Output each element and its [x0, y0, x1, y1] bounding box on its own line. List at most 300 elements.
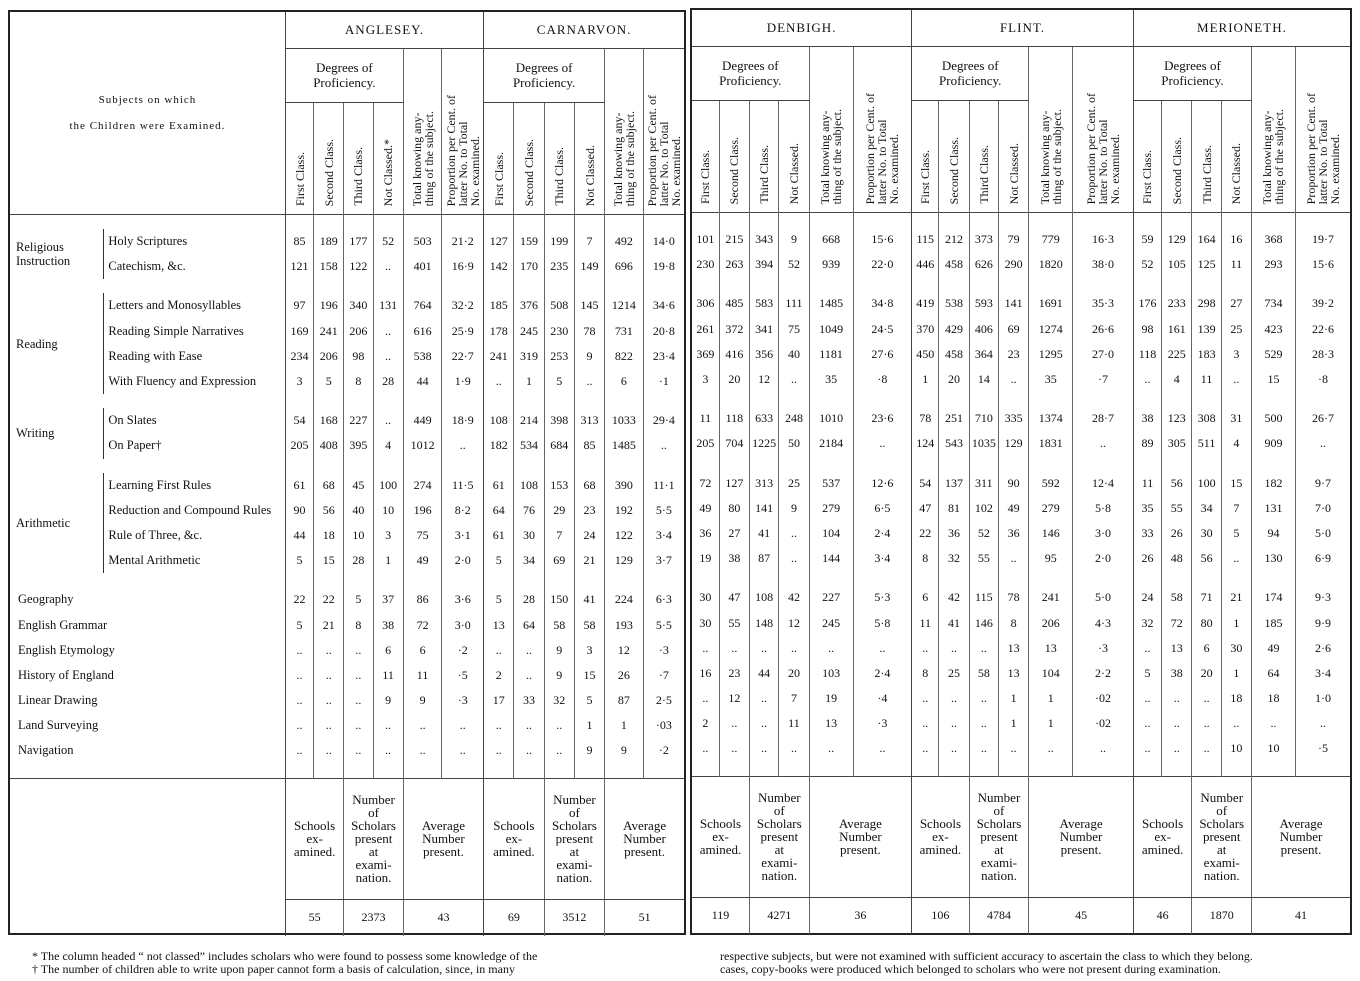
data-cell: 68	[314, 473, 344, 498]
data-cell: ·2	[442, 638, 484, 663]
data-cell: 71	[1192, 585, 1221, 610]
data-cell: 14	[969, 367, 998, 392]
data-cell: 6	[403, 638, 442, 663]
data-cell: 485	[719, 291, 749, 316]
data-cell: 449	[403, 408, 442, 433]
data-cell: 44	[285, 523, 313, 548]
data-cell: 241	[314, 319, 344, 344]
data-cell: ..	[344, 663, 373, 688]
data-cell: ..	[373, 319, 403, 344]
data-cell: 227	[344, 408, 373, 433]
data-cell: 34·8	[853, 291, 912, 316]
data-cell: 8	[912, 661, 939, 686]
data-cell: 1	[912, 367, 939, 392]
schools-examined-value: 46	[1133, 897, 1192, 934]
data-cell: 205	[696, 436, 715, 451]
data-cell: 10	[1221, 736, 1251, 761]
data-cell: 6	[373, 638, 403, 663]
average-present-value: 41	[1252, 897, 1350, 934]
proportion-header-cell	[853, 47, 912, 213]
data-cell: 49	[699, 500, 712, 515]
average-present-value: 45	[1029, 897, 1134, 934]
data-cell: 139	[1192, 317, 1221, 342]
degrees-proficiency-header: Degrees of Proficiency.	[484, 49, 605, 103]
data-cell: ·3	[1073, 636, 1134, 661]
data-cell: 48	[1162, 546, 1192, 571]
data-cell: 212	[939, 227, 969, 252]
not-classed-header: Not Classed.	[786, 142, 801, 204]
data-cell: 3	[285, 369, 313, 394]
data-cell: ..	[719, 736, 749, 761]
data-cell: 40	[779, 342, 809, 367]
schools-examined-header: Schools ex- amined.	[1133, 776, 1192, 897]
data-cell: 9	[605, 738, 644, 763]
data-cell: 32	[1133, 610, 1161, 635]
data-cell: 39·2	[1295, 291, 1350, 316]
data-cell: ·5	[442, 663, 484, 688]
data-cell: 52	[969, 521, 998, 546]
data-cell: 38	[1133, 406, 1161, 431]
data-cell: ..	[1295, 431, 1350, 456]
second-class-header-cell	[719, 100, 749, 212]
third-class-header: Third Class.	[351, 147, 366, 206]
second-class-header-cell	[514, 102, 544, 214]
data-cell: ·8	[1295, 367, 1350, 392]
total-header-cell	[1252, 47, 1296, 213]
data-cell: 2·0	[442, 548, 484, 573]
data-cell: 80	[1192, 610, 1221, 635]
data-cell: 44	[750, 661, 779, 686]
data-cell: 41	[750, 521, 779, 546]
subject-name: With Fluency and Expression	[104, 369, 286, 394]
data-cell: ·1	[643, 369, 684, 394]
data-cell: 394	[750, 252, 779, 277]
data-cell: 1	[514, 369, 544, 394]
data-cell: 18	[1221, 686, 1251, 711]
data-cell: ..	[779, 521, 809, 546]
data-cell: 5	[1133, 661, 1161, 686]
data-cell: ..	[403, 713, 442, 738]
data-cell: 64	[484, 498, 514, 523]
data-cell: 5	[285, 612, 313, 637]
proportion-header-cell	[442, 49, 484, 215]
data-cell: ..	[912, 711, 939, 736]
scholars-present-value: 4784	[969, 897, 1029, 934]
data-cell: ..	[1295, 711, 1350, 736]
data-cell: 5·3	[853, 585, 912, 610]
data-cell: 529	[1252, 342, 1296, 367]
data-cell: 192	[605, 498, 644, 523]
data-cell: 49	[1252, 636, 1296, 661]
schools-examined-header: Schools ex- amined.	[484, 778, 545, 899]
data-cell: 616	[403, 319, 442, 344]
data-cell: ..	[1192, 711, 1221, 736]
data-cell: 17	[484, 688, 514, 713]
data-cell: 21	[1221, 585, 1251, 610]
data-cell: ..	[373, 408, 403, 433]
proportion-header: Proportion per Cent. of latter No. to Total No. examined.	[1084, 92, 1123, 204]
data-cell: 129	[605, 548, 644, 573]
data-cell: 108	[750, 585, 779, 610]
data-cell: 1010	[809, 406, 853, 431]
data-cell: 416	[719, 342, 749, 367]
data-cell: 85	[285, 229, 313, 254]
data-cell: 319	[514, 344, 544, 369]
data-cell: 5·0	[1073, 585, 1134, 610]
data-cell: 45	[344, 473, 373, 498]
data-cell: ..	[1192, 686, 1221, 711]
data-cell: 28	[373, 369, 403, 394]
data-cell: 1012	[403, 433, 442, 458]
data-cell: ..	[1162, 686, 1192, 711]
first-class-header: First Class.	[698, 149, 713, 204]
data-cell: 52	[1133, 252, 1161, 277]
subject-name: Navigation	[18, 743, 74, 758]
data-cell: ..	[809, 736, 853, 761]
subject-name: Reading Simple Narratives	[104, 319, 286, 344]
data-cell: 58	[969, 661, 998, 686]
data-cell: 182	[1252, 471, 1296, 496]
data-cell: 26·6	[1073, 317, 1134, 342]
data-cell: 168	[314, 408, 344, 433]
data-cell: 61	[484, 473, 514, 498]
not-classed-header-cell	[574, 102, 604, 214]
subject-name: History of England	[18, 667, 114, 682]
data-cell: 127	[484, 229, 514, 254]
data-cell: 196	[403, 498, 442, 523]
data-cell: 1225	[750, 431, 779, 456]
data-cell: ..	[750, 686, 779, 711]
data-cell: ..	[373, 254, 403, 279]
total-header-cell	[605, 49, 644, 215]
data-cell: 34·6	[643, 293, 684, 318]
data-cell: 11	[1133, 471, 1161, 496]
data-cell: 1	[574, 713, 604, 738]
data-cell: 32	[939, 546, 969, 571]
data-cell: 52	[373, 229, 403, 254]
data-cell: ·4	[853, 686, 912, 711]
data-cell: 144	[809, 546, 853, 571]
data-cell: 419	[912, 291, 939, 316]
data-cell: ..	[442, 433, 484, 458]
county-name: FLINT.	[912, 10, 1134, 47]
data-cell: 98	[344, 344, 373, 369]
data-cell: 15	[314, 548, 344, 573]
data-cell: ·7	[643, 663, 684, 688]
data-cell: 11	[699, 411, 712, 426]
data-cell: 15·6	[1295, 252, 1350, 277]
data-cell: 1·0	[1295, 686, 1350, 711]
data-cell: ..	[912, 636, 939, 661]
data-cell: 21·2	[442, 229, 484, 254]
data-cell: 87	[750, 546, 779, 571]
data-cell: 500	[1252, 406, 1296, 431]
data-cell: 177	[344, 229, 373, 254]
data-cell: 13	[809, 711, 853, 736]
schools-examined-header: Schools ex- amined.	[692, 776, 750, 897]
data-cell: ..	[514, 713, 544, 738]
average-present-header: Average Number present.	[1029, 776, 1134, 897]
data-cell: 23·4	[643, 344, 684, 369]
data-cell: 5	[285, 548, 313, 573]
data-cell: 75	[779, 317, 809, 342]
data-cell: ..	[442, 713, 484, 738]
not-classed-header-cell	[779, 100, 809, 212]
data-cell: 24·5	[853, 317, 912, 342]
data-cell: 7	[1221, 496, 1251, 521]
data-cell: ..	[809, 636, 853, 661]
data-cell: 248	[779, 406, 809, 431]
data-cell: 335	[998, 406, 1028, 431]
data-cell: 130	[1252, 546, 1296, 571]
data-cell: 534	[514, 433, 544, 458]
data-cell: 12	[779, 610, 809, 635]
data-cell: ..	[853, 431, 912, 456]
schools-examined-value: 119	[711, 908, 730, 923]
data-cell: 54	[912, 471, 939, 496]
data-cell: ..	[643, 433, 684, 458]
data-cell: ..	[373, 344, 403, 369]
data-cell: ..	[998, 736, 1028, 761]
data-cell: 206	[314, 344, 344, 369]
data-cell: ..	[285, 688, 313, 713]
data-cell: 61	[285, 473, 313, 498]
data-cell: 161	[1162, 317, 1192, 342]
subject-name: Holy Scriptures	[104, 229, 286, 254]
data-cell: 72	[403, 612, 442, 637]
data-cell: 313	[750, 471, 779, 496]
data-cell: 12	[605, 638, 644, 663]
data-cell: ..	[779, 736, 809, 761]
data-cell: ..	[442, 738, 484, 763]
data-cell: 90	[998, 471, 1028, 496]
data-cell: 406	[969, 317, 998, 342]
data-cell: 31	[1221, 406, 1251, 431]
data-cell: 5	[574, 688, 604, 713]
data-cell: ..	[544, 738, 574, 763]
data-cell: 8	[344, 612, 373, 637]
not-classed-header: Not Classed.	[1006, 142, 1021, 204]
data-cell: 13	[998, 661, 1028, 686]
data-cell: 684	[544, 433, 574, 458]
data-cell: 56	[314, 498, 344, 523]
data-cell: 21	[314, 612, 344, 637]
data-cell: ..	[939, 636, 969, 661]
data-cell: 290	[998, 252, 1028, 277]
data-cell: 59	[1133, 227, 1161, 252]
data-cell: 11·5	[442, 473, 484, 498]
footnotes-right	[720, 950, 1340, 976]
data-cell: 390	[605, 473, 644, 498]
third-class-header: Third Class.	[976, 145, 991, 204]
first-class-header-cell	[912, 100, 939, 212]
data-cell: 311	[969, 471, 998, 496]
data-cell: 2·4	[853, 521, 912, 546]
total-header-cell	[809, 47, 853, 213]
subject-name: On Paper†	[104, 433, 286, 458]
total-knowing-header: Total knowing any- thing of the subject.	[610, 110, 637, 206]
data-cell: 58	[544, 612, 574, 637]
data-cell: ..	[853, 636, 912, 661]
data-cell: 429	[939, 317, 969, 342]
data-cell: 35	[1133, 496, 1161, 521]
data-cell: 41	[574, 587, 604, 612]
data-cell: 193	[605, 612, 644, 637]
data-cell: 503	[403, 229, 442, 254]
county-name: MERIONETH.	[1133, 10, 1350, 47]
data-cell: 72	[699, 475, 712, 490]
data-cell: 1	[605, 713, 644, 738]
data-cell: 1831	[1029, 431, 1073, 456]
data-cell: 458	[939, 342, 969, 367]
data-cell: 149	[574, 254, 604, 279]
data-cell: 15·6	[853, 227, 912, 252]
data-cell: 233	[1162, 291, 1192, 316]
data-cell: 306	[696, 296, 715, 311]
data-cell: 80	[719, 496, 749, 521]
data-cell: 696	[605, 254, 644, 279]
data-cell: 104	[1029, 661, 1073, 686]
data-cell: 27	[1221, 291, 1251, 316]
data-cell: 1·9	[442, 369, 484, 394]
not-classed-header-cell	[373, 102, 403, 214]
data-cell: ..	[484, 369, 514, 394]
county-name: CARNARVON.	[484, 12, 684, 49]
first-class-header-cell	[1133, 100, 1161, 212]
data-cell: 308	[1192, 406, 1221, 431]
data-cell: 368	[1252, 227, 1296, 252]
data-cell: ..	[484, 738, 514, 763]
data-cell: ..	[344, 688, 373, 713]
footnote-dagger-cont: cases, copy-books were produced which belonged to scholars who were not present during examination.	[720, 962, 1221, 976]
subject-name: Learning First Rules	[104, 473, 286, 498]
data-cell: 97	[285, 293, 313, 318]
third-class-header-cell	[1192, 100, 1221, 212]
data-cell: 50	[779, 431, 809, 456]
data-cell: 34	[514, 548, 544, 573]
subject-name: Reading with Ease	[104, 344, 286, 369]
data-cell: 25	[939, 661, 969, 686]
schools-examined-value: 106	[912, 897, 970, 934]
data-cell: 16	[699, 665, 712, 680]
data-cell: 16·3	[1073, 227, 1134, 252]
not-classed-header-cell	[1221, 100, 1251, 212]
data-cell: 376	[514, 293, 544, 318]
data-cell: 3·0	[442, 612, 484, 637]
data-cell: ..	[285, 663, 313, 688]
data-cell: ..	[912, 736, 939, 761]
data-cell: 56	[1162, 471, 1192, 496]
data-cell: 3·4	[1295, 661, 1350, 686]
data-cell: 185	[484, 293, 514, 318]
data-cell: ..	[1192, 736, 1221, 761]
data-cell: 1049	[809, 317, 853, 342]
data-cell: 14·0	[643, 229, 684, 254]
data-cell: 55	[719, 610, 749, 635]
data-cell: 5·8	[853, 610, 912, 635]
data-cell: 15	[574, 663, 604, 688]
data-cell: 4	[373, 433, 403, 458]
data-cell: 30	[699, 615, 712, 630]
data-cell: 1	[998, 711, 1028, 736]
data-cell: 30	[1221, 636, 1251, 661]
data-cell: ..	[314, 688, 344, 713]
data-cell: ..	[702, 691, 709, 706]
subject-name: English Grammar	[18, 617, 108, 632]
data-cell: 118	[719, 406, 749, 431]
data-cell: 18	[314, 523, 344, 548]
data-cell: 10	[373, 498, 403, 523]
data-cell: 779	[1029, 227, 1073, 252]
data-cell: ..	[939, 711, 969, 736]
data-cell: 13	[1029, 636, 1073, 661]
average-present-value: 51	[605, 899, 684, 936]
data-cell: 98	[1133, 317, 1161, 342]
data-cell: ..	[1252, 711, 1296, 736]
data-cell: 28·3	[1295, 342, 1350, 367]
data-cell: ..	[750, 711, 779, 736]
data-cell: ·3	[442, 688, 484, 713]
data-cell: 27·6	[853, 342, 912, 367]
data-cell: 9	[779, 227, 809, 252]
data-cell: 153	[544, 473, 574, 498]
data-cell: 511	[1192, 431, 1221, 456]
data-cell: 15	[1221, 471, 1251, 496]
data-cell: 145	[574, 293, 604, 318]
data-cell: ..	[314, 663, 344, 688]
data-cell: ..	[484, 713, 514, 738]
data-cell: 11	[1221, 252, 1251, 277]
data-cell: 23·6	[853, 406, 912, 431]
data-cell: 81	[939, 496, 969, 521]
data-cell: 19·8	[643, 254, 684, 279]
data-cell: 13	[484, 612, 514, 637]
data-cell: 224	[605, 587, 644, 612]
statistics-sheet	[8, 8, 1352, 935]
data-cell: 54	[285, 408, 313, 433]
data-cell: 26	[1162, 521, 1192, 546]
data-cell: 3·4	[643, 523, 684, 548]
data-cell: 1	[373, 548, 403, 573]
data-cell: 1	[1029, 711, 1073, 736]
second-class-header-cell	[314, 102, 344, 214]
data-cell: 85	[574, 433, 604, 458]
scholars-present-header: Number of Scholars present at exami- nation.	[1192, 776, 1252, 897]
data-cell: 1	[998, 686, 1028, 711]
data-cell: 35	[809, 367, 853, 392]
data-cell: 215	[719, 227, 749, 252]
total-knowing-header: Total knowing any- thing of the subject.	[1260, 108, 1287, 204]
data-cell: ·03	[643, 713, 684, 738]
data-cell: 5·5	[643, 498, 684, 523]
not-classed-header-cell	[998, 100, 1028, 212]
degrees-proficiency-header: Degrees of Proficiency.	[692, 47, 809, 101]
data-cell: 369	[696, 346, 715, 361]
total-header-cell	[403, 49, 442, 215]
data-cell: 76	[514, 498, 544, 523]
average-present-header: Average Number present.	[809, 776, 912, 897]
county-name: DENBIGH.	[692, 10, 912, 47]
data-cell: 2184	[809, 431, 853, 456]
data-cell: 75	[403, 523, 442, 548]
data-cell: 42	[939, 585, 969, 610]
right-table	[692, 10, 1350, 934]
data-cell: ..	[314, 713, 344, 738]
data-cell: ..	[1221, 711, 1251, 736]
data-cell: 55	[1162, 496, 1192, 521]
data-cell: 241	[484, 344, 514, 369]
scholars-present-header: Number of Scholars present at exami- nation.	[750, 776, 810, 897]
